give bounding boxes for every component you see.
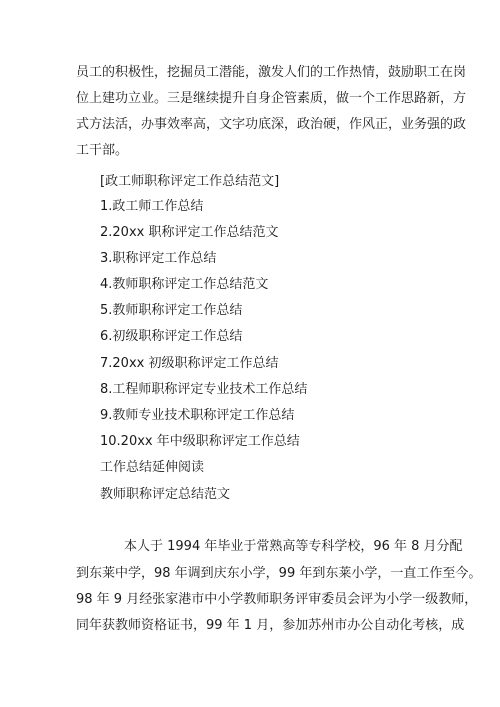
extended-reading-label: 工作总结延伸阅读 xyxy=(100,460,205,475)
toc-item: 5.教师职称评定工作总结 xyxy=(100,303,243,318)
toc-item: 6.初级职称评定工作总结 xyxy=(100,329,243,344)
paragraph-2-line-1: 本人于 1994 年毕业于常熟高等专科学校，96 年 8 月分配 xyxy=(124,539,463,554)
toc-item: 8.工程师职称评定专业技术工作总结 xyxy=(100,382,308,397)
toc-item: 9.教师专业技术职称评定工作总结 xyxy=(100,408,295,423)
toc-item: 3.职称评定工作总结 xyxy=(100,251,217,266)
toc-item: 4.教师职称评定工作总结范文 xyxy=(100,277,269,292)
paragraph-1-line-4: 工干部。 xyxy=(76,143,129,158)
toc-item: 7.20xx 初级职称评定工作总结 xyxy=(100,356,279,371)
paragraph-1-line-3: 式方法活，办事效率高，文字功底深，政治硬，作风正，业务强的政 xyxy=(76,117,467,132)
toc-item: 1.政工师工作总结 xyxy=(100,199,204,214)
paragraph-2-line-4: 同年获教师资格证书，99 年 1 月，参加苏州市办公自动化考核，成 xyxy=(76,618,465,633)
toc-item: 10.20xx 年中级职称评定工作总结 xyxy=(100,434,300,449)
paragraph-1-line-1: 员工的积极性，挖掘员工潜能，激发人们的工作热情，鼓励职工在岗 xyxy=(76,65,467,80)
toc-heading: [政工师职称评定工作总结范文] xyxy=(100,174,280,189)
paragraph-2-line-2: 到东莱中学，98 年调到庆东小学，99 年到东莱小学，一直工作至今。 xyxy=(76,566,482,581)
paragraph-1-line-2: 位上建功立业。三是继续提升自身企管素质，做一个工作思路新，方 xyxy=(76,91,467,106)
article-title: 教师职称评定总结范文 xyxy=(100,487,231,502)
paragraph-2-line-3: 98 年 9 月经张家港市中小学教师职务评审委员会评为小学一级教师， xyxy=(76,592,478,607)
toc-item: 2.20xx 职称评定工作总结范文 xyxy=(100,225,279,240)
